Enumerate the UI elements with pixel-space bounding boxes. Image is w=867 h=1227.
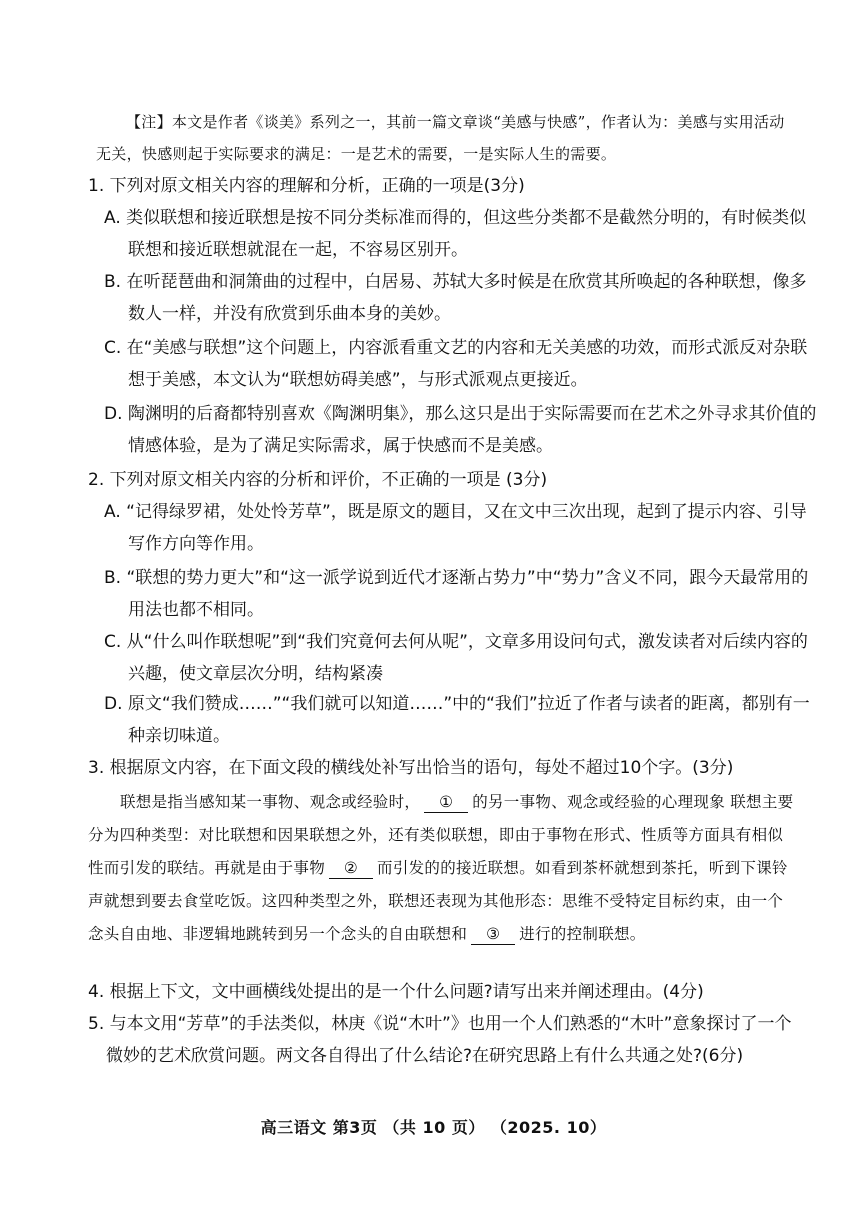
question-2-option-c: C. 从“什么叫作联想呢”到“我们究竟何去何从呢”，文章多用设问句式，激发读者对后续内容的兴趣，使文章层次分明，结构紧凑 (104, 632, 808, 684)
passage-text-3: 而引发的的接近联想。如看到茶杯就想到茶托，听到下课铃声就想到要去食堂吃饭。这四种类型之外，联想还表现为其他形态：思维不受特定目标约束，由一个念头自由地、非逻辑地跳转到另一个念头的自由联想和 (88, 859, 788, 943)
question-1-option-c: C. 在“美感与联想”这个问题上，内容派看重文艺的内容和无关美感的功效，而形式派反对杂联想于美感，本文认为“联想妨碍美感”，与形式派观点更接近。 (104, 338, 808, 390)
question-2-option-d: D. 原文“我们赞成……”“我们就可以知道……”中的“我们”拉近了作者与读者的距离，都别有一种亲切味道。 (104, 694, 810, 746)
question-3-stem: 3. 根据原文内容，在下面文段的横线处补写出恰当的语句，每处不超过10个字。(3分) (88, 758, 734, 778)
question-3-passage (88, 786, 794, 951)
blank-3: ③ (471, 924, 515, 945)
question-4-stem: 4. 根据上下文，文中画横线处提出的是一个什么问题?请写出来并阐述理由。(4分) (88, 982, 704, 1002)
note-paragraph: 【注】本文是作者《谈美》系列之一，其前一篇文章谈“美感与快感”，作者认为：美感与实用活动无关，快感则起于实际要求的满足：一是艺术的需要，一是实际人生的需要。 (96, 113, 785, 163)
blank-2: ② (329, 858, 373, 879)
blank-1: ① (424, 792, 468, 813)
question-2-option-a: A. “记得绿罗裙，处处怜芳草”，既是原文的题目，又在文中三次出现，起到了提示内容、引导写作方向等作用。 (104, 502, 807, 554)
question-2-option-b: B. “联想的势力更大”和“这一派学说到近代才逐渐占势力”中“势力”含义不同，跟今天最常用的用法也都不相同。 (104, 568, 809, 620)
page-footer: 高三语文 第3页 （共 10 页） （2025. 10） (260, 1118, 607, 1137)
question-1-stem: 1. 下列对原文相关内容的理解和分析，正确的一项是(3分) (88, 176, 525, 196)
question-1-option-d: D. 陶渊明的后裔都特别喜欢《陶渊明集》，那么这只是出于实际需要而在艺术之外寻求其价值的情感体验，是为了满足实际需求，属于快感而不是美感。 (104, 404, 817, 456)
passage-text-2: 的另一事物、观念或经验的心理现象 联想主要分为四种类型：对比联想和因果联想之外，还有类似联想，即由于事物在形式、性质等方面具有相似性而引发的联结。再就是由于事物 (88, 793, 794, 877)
passage-text-4: 进行的控制联想。 (519, 925, 646, 943)
question-5-stem: 5. 与本文用“芳草”的手法类似，林庚《说“木叶”》也用一个人们熟悉的“木叶”意象探讨了一个微妙的艺术欣赏问题。两文各自得出了什么结论?在研究思路上有什么共通之处?(6分) (88, 1014, 792, 1066)
question-1-option-b: B. 在听琵琶曲和洞箫曲的过程中，白居易、苏轼大多时候是在欣赏其所唤起的各种联想，像多数人一样，并没有欣赏到乐曲本身的美妙。 (104, 272, 807, 324)
passage-text-1: 联想是指当感知某一事物、观念或经验时， (120, 793, 421, 811)
question-1-option-a: A. 类似联想和接近联想是按不同分类标准而得的，但这些分类都不是截然分明的，有时候类似联想和接近联想就混在一起，不容易区别开。 (104, 208, 807, 260)
question-2-stem: 2. 下列对原文相关内容的分析和评价，不正确的一项是 (3分) (88, 470, 548, 490)
